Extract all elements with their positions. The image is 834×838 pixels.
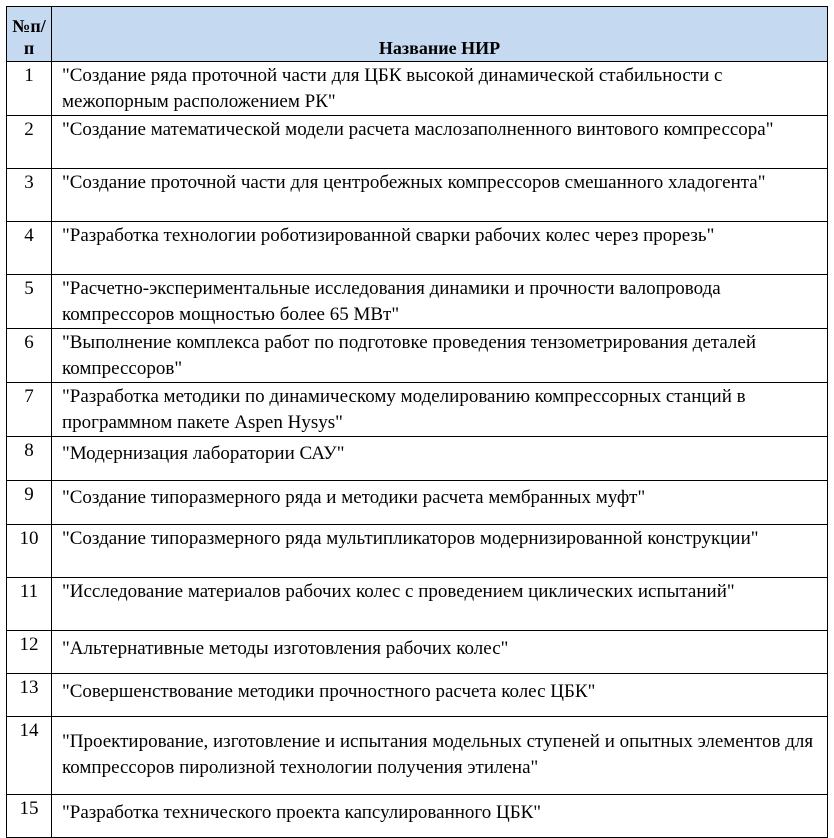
row-number: 13 — [7, 674, 52, 717]
row-title: "Расчетно-экспериментальные исследования динамики и прочности валопровода компрессоров мощностью более 65 МВт" — [52, 275, 828, 329]
table-row — [7, 717, 828, 795]
row-title: "Совершенствование методики прочностного расчета колес ЦБК" — [52, 674, 828, 717]
table-row — [7, 578, 828, 631]
row-title: "Создание проточной части для центробежных компрессоров смешанного хладогента" — [52, 169, 828, 222]
row-number: 3 — [7, 169, 52, 222]
row-title: "Исследование материалов рабочих колес с проведением циклических испытаний" — [52, 578, 828, 631]
row-number: 5 — [7, 275, 52, 329]
row-number: 6 — [7, 329, 52, 383]
table-row — [7, 275, 828, 329]
row-title: "Создание ряда проточной части для ЦБК высокой динамической стабильности с межопорным расположением РК" — [52, 62, 828, 116]
row-number: 12 — [7, 631, 52, 674]
column-header-number-line2: п — [23, 38, 35, 58]
row-number: 10 — [7, 525, 52, 578]
row-title: "Разработка технологии роботизированной сварки рабочих колес через прорезь" — [52, 222, 828, 275]
column-header-number-line1: №п/ — [12, 16, 46, 36]
row-number: 9 — [7, 481, 52, 525]
table-row — [7, 62, 828, 116]
row-title: "Модернизация лаборатории САУ" — [52, 437, 828, 481]
table-row — [7, 631, 828, 674]
row-title: "Разработка методики по динамическому моделированию компрессорных станций в программном пакете Aspen Hysys" — [52, 383, 828, 437]
row-number: 1 — [7, 62, 52, 116]
row-number: 8 — [7, 437, 52, 481]
row-number: 4 — [7, 222, 52, 275]
row-title: "Создание математической модели расчета маслозаполненного винтового компрессора" — [52, 116, 828, 169]
table-row — [7, 383, 828, 437]
table-row — [7, 116, 828, 169]
table-row — [7, 169, 828, 222]
column-header-number — [7, 7, 52, 62]
table-row — [7, 222, 828, 275]
table-body — [7, 62, 828, 838]
row-title: "Выполнение комплекса работ по подготовке проведения тензометрирования деталей компрессоров" — [52, 329, 828, 383]
table-row — [7, 525, 828, 578]
column-header-name: Название НИР — [52, 7, 828, 62]
table-row — [7, 481, 828, 525]
row-title: "Создание типоразмерного ряда и методики расчета мембранных муфт" — [52, 481, 828, 525]
table-header — [7, 7, 828, 62]
row-number: 15 — [7, 795, 52, 838]
row-title: "Создание типоразмерного ряда мультипликаторов модернизированной конструкции" — [52, 525, 828, 578]
header-row — [7, 7, 828, 62]
row-title: "Проектирование, изготовление и испытания модельных ступеней и опытных элементов для компрессоров пиролизной технологии получения этилена" — [52, 717, 828, 795]
row-number: 11 — [7, 578, 52, 631]
row-number: 7 — [7, 383, 52, 437]
nir-table — [6, 6, 828, 838]
table-row — [7, 437, 828, 481]
row-title: "Разработка технического проекта капсулированного ЦБК" — [52, 795, 828, 838]
row-title: "Альтернативные методы изготовления рабочих колес" — [52, 631, 828, 674]
row-number: 14 — [7, 717, 52, 795]
table-row — [7, 795, 828, 838]
row-number: 2 — [7, 116, 52, 169]
table-row — [7, 329, 828, 383]
table-row — [7, 674, 828, 717]
